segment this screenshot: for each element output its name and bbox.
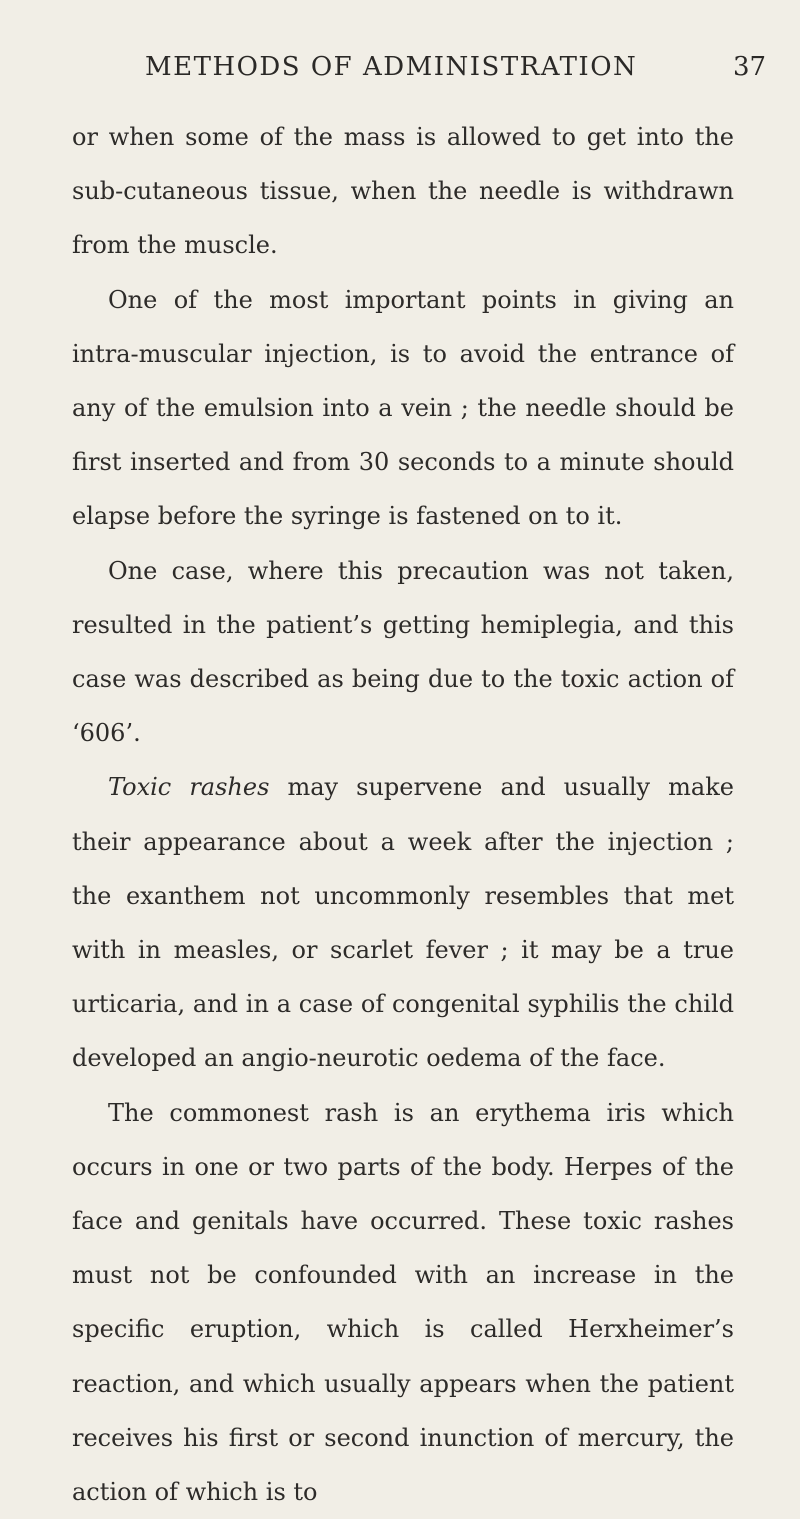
paragraph-5: The commonest rash is an erythema iris which occurs in one or two parts of the body. Herpes of the face and genitals have occurred. These toxic rashes must not be confounded with an increase in the specific eruption, which is called Herxheimer’s reaction, and which usually appears when the patient receives his first or second inunction of mercury, the action of which is to <box>72 1098 734 1507</box>
paragraph-4 <box>72 760 734 1085</box>
paragraph-3: One case, where this precaution was not taken, resulted in the patient’s getting hemiplegia, and this case was described as being due to the toxic action of ‘606’. <box>72 556 734 748</box>
header-title: METHODS OF ADMINISTRATION <box>145 52 638 82</box>
paragraph-4-text: may supervene and usually make their appearance about a week after the injection ; the exanthem not uncommonly resembles that met with in measles, or scarlet fever ; it may be a true urticaria, and in a case of congenital syphilis the child developed an angio-neurotic oedema of the face. <box>72 773 734 1073</box>
toxic-rashes-emphasis: Toxic rashes <box>108 773 270 802</box>
running-header <box>0 52 800 92</box>
page-number: 37 <box>733 52 767 82</box>
body-text <box>72 110 734 1519</box>
paragraph-1: or when some of the mass is allowed to get into the sub-cutaneous tissue, when the needle is withdrawn from the muscle. <box>72 123 734 260</box>
paragraph-2: One of the most important points in giving an intra-muscular injection, is to avoid the entrance of any of the emulsion into a vein ; the needle should be first inserted and from 30 seconds to a minute should elapse before the syringe is fastened on to it. <box>72 285 734 531</box>
